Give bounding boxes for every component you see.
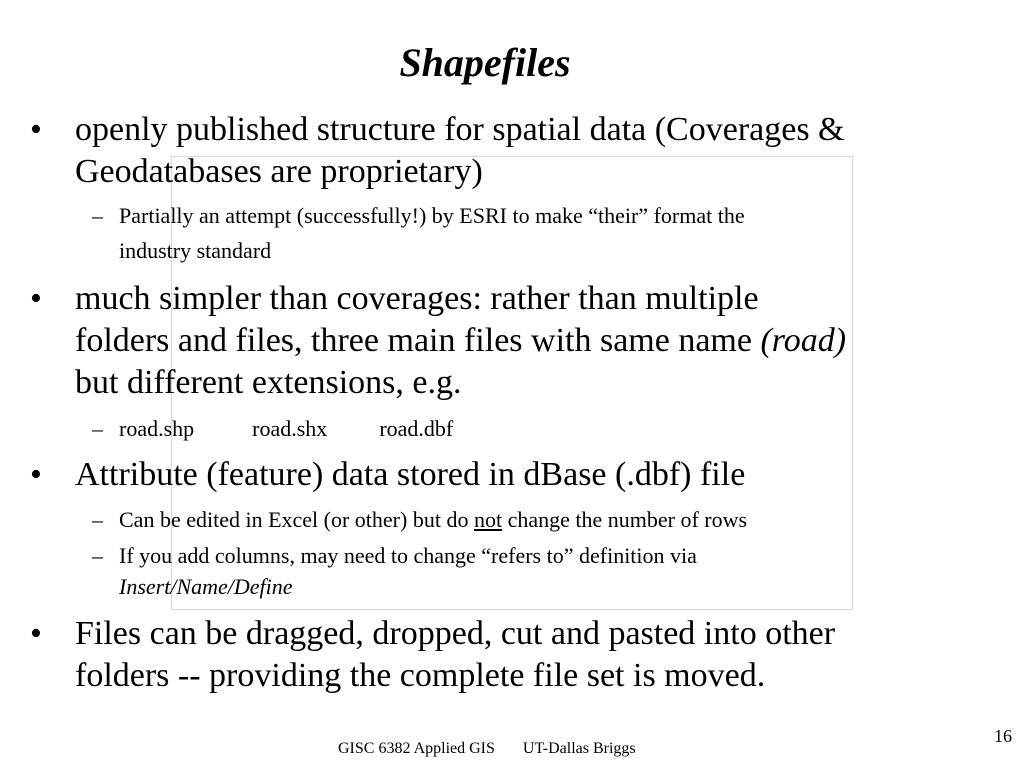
sub-bullet-marker-1-1: –	[92, 203, 103, 228]
sub-bullet-2-1-files	[119, 414, 453, 444]
bullet-marker-4: •	[30, 615, 42, 652]
file-name-dbf: road.dbf	[379, 416, 454, 441]
bullet-2-line-2-text: folders and files, three main files with same name	[75, 322, 761, 359]
sub-bullet-marker-2-1: –	[92, 416, 103, 441]
slide-footer	[338, 739, 636, 759]
sub-bullet-3-1-pre: Can be edited in Excel (or other) but do	[119, 507, 474, 532]
slide-title: Shapefiles	[399, 40, 571, 85]
bullet-1-line-2: Geodatabases are proprietary)	[75, 153, 483, 190]
sub-bullet-3-1-underlined: not	[473, 507, 503, 532]
bullet-marker-3: •	[30, 456, 42, 493]
bullet-4-line-2: folders -- providing the complete file set is moved.	[75, 657, 766, 694]
bullet-2-line-1: much simpler than coverages: rather than multiple	[75, 280, 759, 317]
bullet-2-line-2	[75, 320, 846, 362]
sub-bullet-marker-3-2: –	[92, 543, 103, 568]
sub-bullet-3-1-post: change the number of rows	[502, 507, 748, 532]
bullet-2-emphasis: (road)	[760, 322, 847, 359]
bullet-marker-1: •	[30, 111, 42, 148]
sub-bullet-marker-3-1: –	[92, 507, 103, 532]
sub-bullet-1-1-line-1: Partially an attempt (successfully!) by ESRI to make “their” format the	[119, 203, 745, 228]
bullet-1-line-1: openly published structure for spatial data (Coverages &	[75, 111, 845, 148]
page-number: 16	[994, 726, 1012, 746]
sub-bullet-3-1-line-1	[119, 505, 747, 535]
footer-institution: UT-Dallas Briggs	[522, 740, 636, 757]
bullet-3-line-1: Attribute (feature) data stored in dBase (.dbf) file	[75, 456, 746, 493]
bullet-marker-2: •	[30, 280, 42, 317]
sub-bullet-3-2-italic: Insert/Name/Define	[119, 574, 293, 599]
file-name-shx: road.shx	[252, 416, 328, 441]
footer-course: GISC 6382 Applied GIS	[338, 740, 495, 757]
sub-bullet-3-2-line-1: If you add columns, may need to change “refers to” definition via	[119, 543, 697, 568]
sub-bullet-1-1-line-2: industry standard	[119, 238, 272, 263]
bullet-2-line-3: but different extensions, e.g.	[75, 364, 462, 401]
file-name-shp: road.shp	[119, 416, 195, 441]
bullet-4-line-1: Files can be dragged, dropped, cut and pasted into other	[75, 615, 836, 652]
